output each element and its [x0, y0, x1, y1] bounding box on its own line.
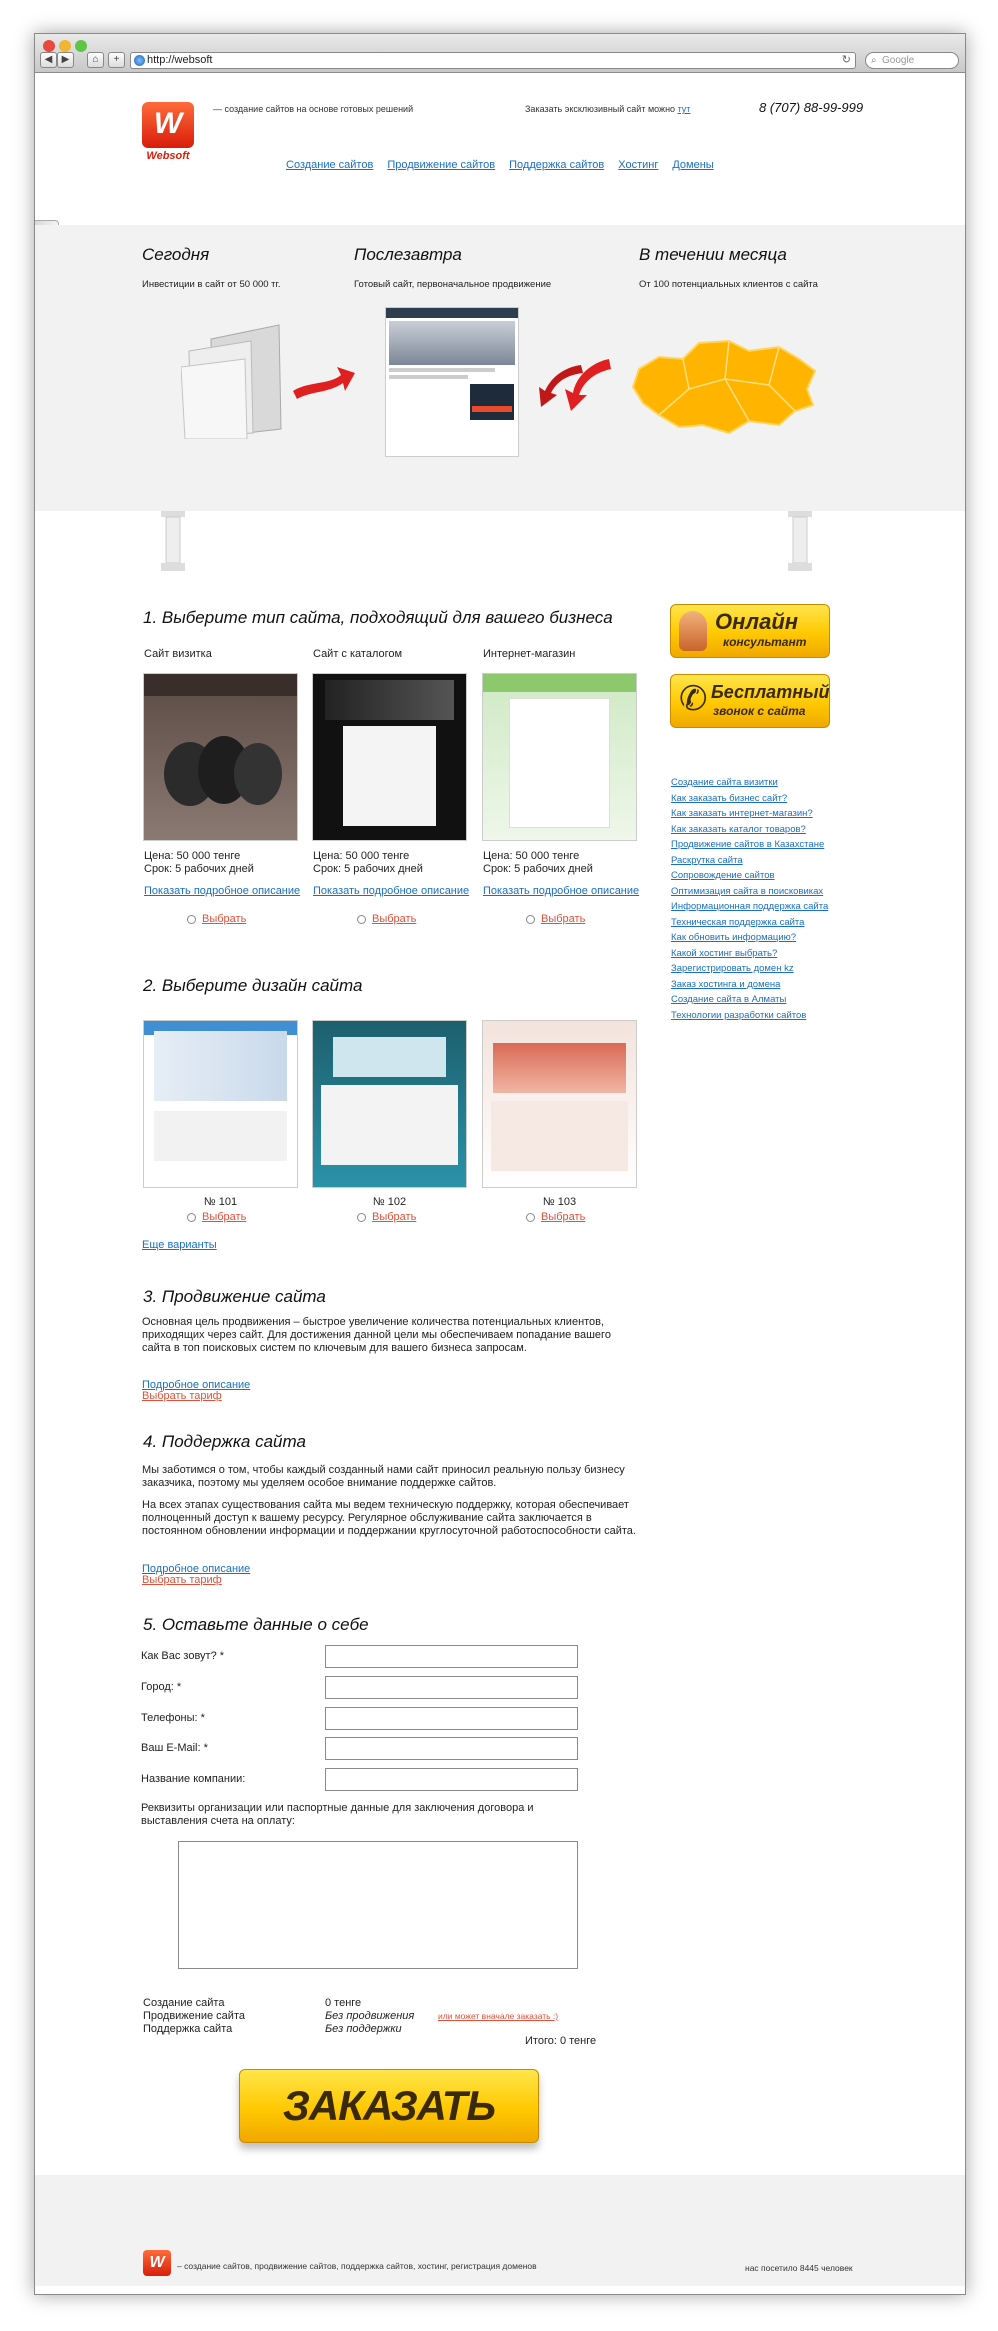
online-button-big: Онлайн: [715, 609, 799, 634]
logo-text: Websoft: [146, 150, 190, 162]
sidebar-link-6[interactable]: Раскрутка сайта: [671, 854, 743, 866]
design-choose-102[interactable]: [357, 1211, 416, 1223]
design-choose-102-label: Выбрать: [372, 1211, 417, 1223]
menu-item-support[interactable]: Поддержка сайтов: [509, 159, 605, 171]
call-button-small: звонок с сайта: [713, 704, 806, 718]
stage-later-text: Готовый сайт, первоначальное продвижение: [354, 279, 552, 290]
footer-logo[interactable]: W: [143, 2250, 171, 2276]
phone-icon: ✆: [679, 680, 708, 718]
order-button-label: ЗАКАЗАТЬ: [282, 2082, 496, 2129]
type-thumb-catalog[interactable]: [312, 673, 467, 841]
section5-title: 5. Оставьте данные о себе: [143, 1615, 369, 1634]
company-input[interactable]: [325, 1768, 578, 1791]
sidebar-link-14[interactable]: Заказ хостинга и домена: [671, 978, 781, 990]
sidebar-link-2[interactable]: Как заказать бизнес сайт?: [671, 792, 788, 804]
zoom-window-icon[interactable]: [75, 40, 87, 52]
section4-title: 4. Поддержка сайта: [143, 1432, 306, 1451]
search-placeholder: Google: [882, 55, 915, 66]
type-choose-card-label: Выбрать: [202, 913, 247, 925]
logo-mark: W: [142, 102, 194, 148]
type-price-card: Цена: 50 000 тенге: [144, 850, 241, 862]
design-num-103: № 103: [542, 1196, 577, 1208]
consultant-icon: [679, 611, 707, 651]
browser-window: [34, 33, 966, 2295]
globe-icon: [134, 55, 145, 66]
radio-type-catalog[interactable]: [357, 915, 366, 924]
summary-value-create: 0 тенге: [325, 1997, 362, 2009]
field-label-name: Как Вас зовут? *: [141, 1650, 225, 1662]
sidebar-link-13[interactable]: Зарегистрировать домен kz: [671, 963, 794, 974]
home-icon[interactable]: ⌂: [87, 52, 104, 68]
close-window-icon[interactable]: [43, 40, 55, 52]
type-term-shop: Срок: 5 рабочих дней: [483, 863, 593, 875]
forward-icon[interactable]: ▶: [57, 52, 74, 68]
search-field[interactable]: [865, 52, 959, 69]
sidebar-link-4[interactable]: Как заказать каталог товаров?: [671, 823, 806, 835]
stage-today-text: Инвестиции в сайт от 50 000 тг.: [142, 279, 281, 290]
browser-toolbar: [35, 34, 965, 73]
footer-text: – создание сайтов, продвижение сайтов, поддержка сайтов, хостинг, регистрация доменов: [177, 2261, 537, 2271]
type-price-catalog: Цена: 50 000 тенге: [313, 850, 410, 862]
name-input[interactable]: [325, 1645, 578, 1668]
sidebar-link-8[interactable]: Оптимизация сайта в поисковиках: [671, 885, 824, 897]
sidebar-links: [671, 775, 828, 1023]
minimize-window-icon[interactable]: [59, 40, 71, 52]
stage-month-title: В течении месяца: [639, 245, 787, 264]
back-icon[interactable]: ◀: [40, 52, 57, 68]
radio-type-shop[interactable]: [526, 915, 535, 924]
type-name-card: Сайт визитка: [144, 648, 212, 660]
section3-title: 3. Продвижение сайта: [143, 1287, 326, 1306]
type-choose-shop[interactable]: [526, 913, 585, 925]
section2-title: 2. Выберите дизайн сайта: [143, 976, 363, 995]
radio-design-102[interactable]: [357, 1213, 366, 1222]
section4-tariff-link[interactable]: Выбрать тариф: [142, 1574, 222, 1586]
reload-icon[interactable]: ↻: [841, 54, 851, 66]
order-total: Итого: 0 тенге: [525, 2035, 597, 2047]
logo[interactable]: [142, 102, 194, 162]
summary-label-support: Поддержка сайта: [143, 2023, 233, 2035]
pillar-right-icon: [788, 511, 812, 571]
section4-text2: На всех этапах существования сайта мы ведем техническую поддержку, которая обеспечивает полноценный доступ к вашему ресурсу. Регулярное обслуживание сайта заключается в постоянном обновлении информации и поддержании круглосуточной работоспособности сайта.: [142, 1499, 636, 1537]
main-menu: [286, 159, 728, 171]
stage-later-title: Послезавтра: [354, 245, 462, 264]
kazakhstan-map-icon: [629, 329, 819, 439]
alt-order-link[interactable]: или может вначале заказать :): [438, 2011, 559, 2021]
footer: [35, 2175, 966, 2286]
field-label-company: Название компании:: [141, 1773, 246, 1785]
phones-input[interactable]: [325, 1707, 578, 1730]
sidebar-link-7[interactable]: Сопровождение сайтов: [671, 870, 775, 881]
section3-text: Основная цель продвижения – быстрое увеличение количества потенциальных клиентов, приходящих через сайт. Для достижения данной цели мы обеспечиваем попадание вашего сайта в топ поисковых систем по ключевым для вашего бизнеса запросам.: [142, 1316, 611, 1354]
menu-item-promote[interactable]: Продвижение сайтов: [387, 159, 496, 171]
stage-today-title: Сегодня: [142, 245, 210, 264]
folder-icon: [181, 321, 291, 439]
address-bar[interactable]: [130, 52, 856, 69]
sidebar-link-15[interactable]: Создание сайта в Алматы: [671, 994, 787, 1005]
promo-banner: [35, 225, 966, 511]
visit-counter: нас посетило 8445 человек: [745, 2263, 853, 2273]
sidebar-link-10[interactable]: Техническая поддержка сайта: [671, 916, 805, 928]
type-details-card[interactable]: Показать подробное описание: [144, 885, 301, 897]
type-choose-shop-label: Выбрать: [541, 913, 586, 925]
section4-text1: Мы заботимся о том, чтобы каждый созданный нами сайт приносил реальную пользу бизнесу заказчика, поэтому мы уделяем особое внимание поддержке сайтов.: [142, 1464, 625, 1489]
design-thumb-103[interactable]: [482, 1020, 637, 1188]
type-price-shop: Цена: 50 000 тенге: [483, 850, 580, 862]
site-preview-image: [385, 307, 519, 457]
type-choose-catalog-label: Выбрать: [372, 913, 417, 925]
online-button-small: консультант: [723, 635, 807, 649]
menu-item-hosting[interactable]: Хостинг: [618, 159, 659, 171]
type-name-catalog: Сайт с каталогом: [313, 648, 403, 660]
requisites-textarea[interactable]: [178, 1841, 578, 1969]
type-name-shop: Интернет-магазин: [483, 648, 576, 660]
curved-arrow-icon: [535, 353, 615, 413]
sidebar-link-16[interactable]: Технологии разработки сайтов: [671, 1009, 807, 1021]
search-icon: ⌕: [871, 55, 877, 66]
summary-label-create: Создание сайта: [143, 1997, 225, 2009]
email-input[interactable]: [325, 1737, 578, 1760]
type-thumb-shop[interactable]: [482, 673, 637, 841]
radio-design-101[interactable]: [187, 1213, 196, 1222]
arrow-icon: [289, 361, 359, 401]
design-thumb-101[interactable]: [143, 1020, 298, 1188]
summary-value-promote: Без продвижения: [325, 2010, 415, 2022]
requisites-label: Реквизиты организации или паспортные данные для заключения договора и выставления счета на оплату:: [141, 1802, 534, 1827]
design-thumb-102[interactable]: [312, 1020, 467, 1188]
type-term-card: Срок: 5 рабочих дней: [144, 863, 254, 875]
design-choose-103[interactable]: [526, 1211, 585, 1223]
phone-number: 8 (707) 88-99-999: [759, 100, 864, 115]
order-exclusive-link[interactable]: тут: [677, 104, 691, 114]
field-label-city: Город: *: [141, 1681, 182, 1693]
order-exclusive: [525, 104, 690, 114]
free-call-button[interactable]: [670, 674, 830, 728]
summary-value-support: Без поддержки: [325, 2023, 402, 2035]
summary-label-promote: Продвижение сайта: [143, 2010, 245, 2022]
section4-details-link[interactable]: Подробное описание: [142, 1563, 251, 1575]
field-label-email: Ваш E-Mail: *: [141, 1742, 208, 1754]
sidebar-link-12[interactable]: Какой хостинг выбрать?: [671, 947, 778, 959]
sidebar-link-3[interactable]: Как заказать интернет-магазин?: [671, 808, 813, 819]
sidebar-link-9[interactable]: Информационная поддержка сайта: [671, 901, 829, 912]
field-label-phones: Телефоны: *: [141, 1712, 205, 1724]
section1-title: 1. Выберите тип сайта, подходящий для вашего бизнеса: [143, 608, 613, 627]
menu-item-create[interactable]: Создание сайтов: [286, 159, 374, 171]
design-choose-103-label: Выбрать: [541, 1211, 586, 1223]
type-details-catalog[interactable]: Показать подробное описание: [313, 885, 470, 897]
section3-tariff-link[interactable]: Выбрать тариф: [142, 1390, 222, 1402]
url-text: http://websoft: [147, 54, 213, 66]
design-choose-101-label: Выбрать: [202, 1211, 247, 1223]
order-exclusive-text: Заказать эксклюзивный сайт можно: [525, 104, 676, 114]
sidebar-link-11[interactable]: Как обновить информацию?: [671, 932, 797, 943]
city-input[interactable]: [325, 1676, 578, 1699]
type-choose-card[interactable]: [187, 913, 246, 925]
design-num-102: № 102: [372, 1196, 407, 1208]
type-term-catalog: Срок: 5 рабочих дней: [313, 863, 423, 875]
add-bookmark-icon[interactable]: +: [108, 52, 125, 68]
sidebar-link-1[interactable]: Создание сайта визитки: [671, 777, 778, 788]
stage-month-text: От 100 потенциальных клиентов с сайта: [639, 279, 818, 290]
design-num-101: № 101: [203, 1196, 238, 1208]
tagline: — создание сайтов на основе готовых решений: [213, 104, 414, 114]
menu-item-domains[interactable]: Домены: [672, 159, 714, 171]
type-thumb-card[interactable]: [143, 673, 298, 841]
type-details-shop[interactable]: Показать подробное описание: [483, 885, 640, 897]
section3-details-link[interactable]: Подробное описание: [142, 1379, 251, 1391]
order-button[interactable]: [239, 2069, 539, 2143]
pillar-left-icon: [161, 511, 185, 571]
radio-type-card[interactable]: [187, 915, 196, 924]
radio-design-103[interactable]: [526, 1213, 535, 1222]
design-choose-101[interactable]: [187, 1211, 246, 1223]
more-designs-link[interactable]: Еще варианты: [142, 1239, 217, 1251]
type-choose-catalog[interactable]: [357, 913, 416, 925]
call-button-big: Бесплатный: [711, 682, 830, 702]
online-consultant-button[interactable]: [670, 604, 830, 658]
sidebar-link-5[interactable]: Продвижение сайтов в Казахстане: [671, 839, 825, 850]
